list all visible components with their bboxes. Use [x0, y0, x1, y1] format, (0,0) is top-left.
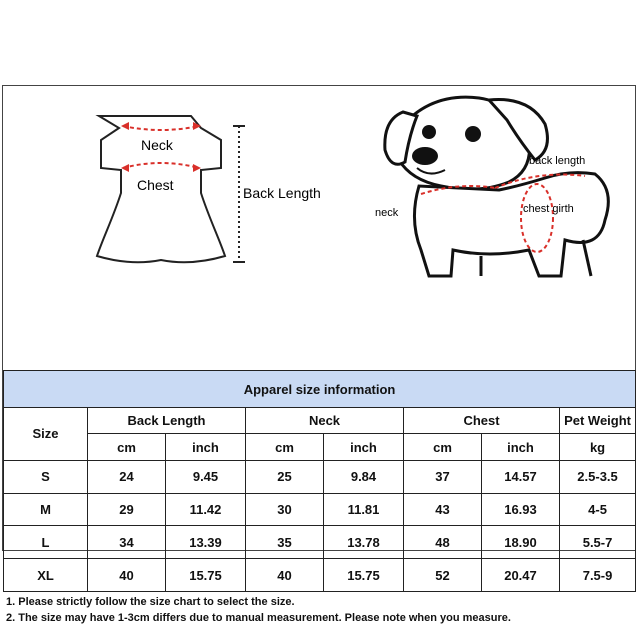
row-neck-cm: 40 — [246, 559, 324, 592]
table-row — [4, 493, 636, 526]
row-neck-inch: 13.78 — [324, 526, 404, 559]
table-row — [4, 526, 636, 559]
note-line: 2. The size may have 1-3cm differs due to manual measurement. Please note when you measure. — [6, 612, 511, 624]
header-neck: Neck — [246, 408, 404, 434]
row-size: S — [4, 460, 88, 493]
row-chest-cm: 37 — [404, 460, 482, 493]
row-back-cm: 40 — [88, 559, 166, 592]
row-neck-inch: 9.84 — [324, 460, 404, 493]
row-neck-cm: 25 — [246, 460, 324, 493]
row-back-cm: 34 — [88, 526, 166, 559]
row-chest-inch: 16.93 — [482, 493, 560, 526]
header-size: Size — [4, 408, 88, 461]
row-size: XL — [4, 559, 88, 592]
unit-neck-cm: cm — [246, 434, 324, 460]
dog-eye-right — [465, 126, 481, 142]
dog-leg-line-2 — [583, 240, 591, 276]
size-chart-frame — [2, 85, 636, 624]
garment-back-length-label: Back Length — [243, 185, 321, 201]
row-neck-inch: 11.81 — [324, 493, 404, 526]
row-neck-cm: 35 — [246, 526, 324, 559]
dog-nose — [412, 147, 438, 165]
notes — [6, 594, 632, 626]
unit-chest-cm: cm — [404, 434, 482, 460]
table-row — [4, 460, 636, 493]
row-chest-inch: 18.90 — [482, 526, 560, 559]
row-weight: 2.5-3.5 — [560, 460, 636, 493]
row-weight: 7.5-9 — [560, 559, 636, 592]
header-back-length: Back Length — [88, 408, 246, 434]
table-row — [4, 559, 636, 592]
header-chest: Chest — [404, 408, 560, 434]
row-chest-inch: 14.57 — [482, 460, 560, 493]
row-neck-inch: 15.75 — [324, 559, 404, 592]
size-table — [3, 370, 636, 592]
unit-neck-inch: inch — [324, 434, 404, 460]
dog-eye-left — [422, 125, 436, 139]
row-size: L — [4, 526, 88, 559]
row-chest-cm: 43 — [404, 493, 482, 526]
row-chest-cm: 48 — [404, 526, 482, 559]
dog-chest-girth-label: chest girth — [523, 203, 574, 215]
garment-diagram — [41, 98, 361, 268]
row-neck-cm: 30 — [246, 493, 324, 526]
dog-diagram — [369, 90, 631, 280]
row-back-cm: 29 — [88, 493, 166, 526]
note-line: 1. Please strictly follow the size chart to select the size. — [6, 596, 295, 608]
row-back-inch: 11.42 — [166, 493, 246, 526]
row-back-inch: 13.39 — [166, 526, 246, 559]
garment-neck-label: Neck — [141, 137, 173, 153]
row-weight: 4-5 — [560, 493, 636, 526]
row-back-inch: 15.75 — [166, 559, 246, 592]
dog-neck-label: neck — [375, 207, 399, 219]
row-chest-cm: 52 — [404, 559, 482, 592]
table-title: Apparel size information — [4, 371, 636, 408]
unit-back-inch: inch — [166, 434, 246, 460]
row-size: M — [4, 493, 88, 526]
dog-back-length-label: back length — [529, 155, 586, 167]
unit-back-cm: cm — [88, 434, 166, 460]
row-back-inch: 9.45 — [166, 460, 246, 493]
garment-chest-label: Chest — [137, 177, 174, 193]
row-chest-inch: 20.47 — [482, 559, 560, 592]
header-pet-weight: Pet Weight — [560, 408, 636, 434]
row-back-cm: 24 — [88, 460, 166, 493]
unit-weight-kg: kg — [560, 434, 636, 460]
row-weight: 5.5-7 — [560, 526, 636, 559]
unit-chest-inch: inch — [482, 434, 560, 460]
